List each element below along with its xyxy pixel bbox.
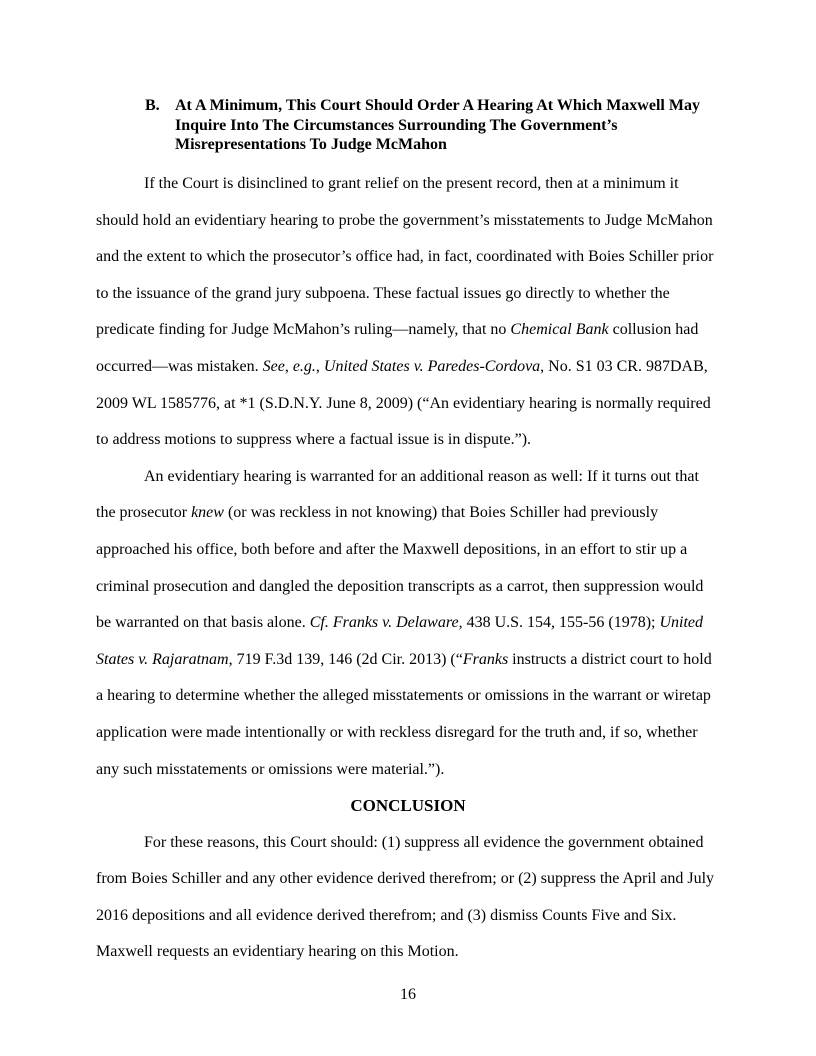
page-number: 16 bbox=[400, 986, 416, 1003]
section-heading-label: B. bbox=[145, 97, 160, 114]
section-heading-text: At A Minimum, This Court Should Order A Hearing At Which Maxwell May Inquire Into The Circumstances Surrounding The Government’s Misrepresentations To Judge McMahon bbox=[175, 97, 700, 153]
paragraph-additional-reason: An evidentiary hearing is warranted for an additional reason as well: If it turns out that the prosecutor knew (or was reckless in not knowing) that Boies Schiller had previously approached his office, both before and after the Maxwell depositions, in an effort to stir up a criminal prosecution and dangled the deposition transcripts as a carrot, then suppression would be warranted on that basis alone. Cf. Franks v. Delaware, 438 U.S. 154, 155-56 (1978); United States v. Rajaratnam, 719 F.3d 139, 146 (2d Cir. 2013) (“Franks instructs a district court to hold a hearing to determine whether the alleged misstatements or omissions in the warrant or wiretap application were made intentionally or with reckless disregard for the truth and, if so, whether any such misstatements or omissions were material.”). bbox=[96, 467, 712, 778]
document-body bbox=[96, 166, 720, 971]
paragraph-evidentiary-hearing: If the Court is disinclined to grant relief on the present record, then at a minimum it should hold an evidentiary hearing to probe the government’s misstatements to Judge McMahon and the extent to which the prosecutor’s office had, in fact, coordinated with Boies Schiller prior to the issuance of the grand jury subpoena. These factual issues go directly to whether the predicate finding for Judge McMahon’s ruling—namely, that no Chemical Bank collusion had occurred—was mistaken. See, e.g., United States v. Paredes-Cordova, No. S1 03 CR. 987DAB, 2009 WL 1585776, at *1 (S.D.N.Y. June 8, 2009) (“An evidentiary hearing is normally required to address motions to suppress where a factual issue is in dispute.”). bbox=[96, 175, 714, 449]
conclusion-heading: CONCLUSION bbox=[350, 796, 466, 816]
section-heading bbox=[145, 96, 720, 155]
paragraph-conclusion: For these reasons, this Court should: (1) suppress all evidence the government obtained from Boies Schiller and any other evidence derived therefrom; or (2) suppress the April and July 2016 depositions and all evidence derived therefrom; and (3) dismiss Counts Five and Six. Maxwell requests an evidentiary hearing on this Motion. bbox=[96, 833, 715, 961]
